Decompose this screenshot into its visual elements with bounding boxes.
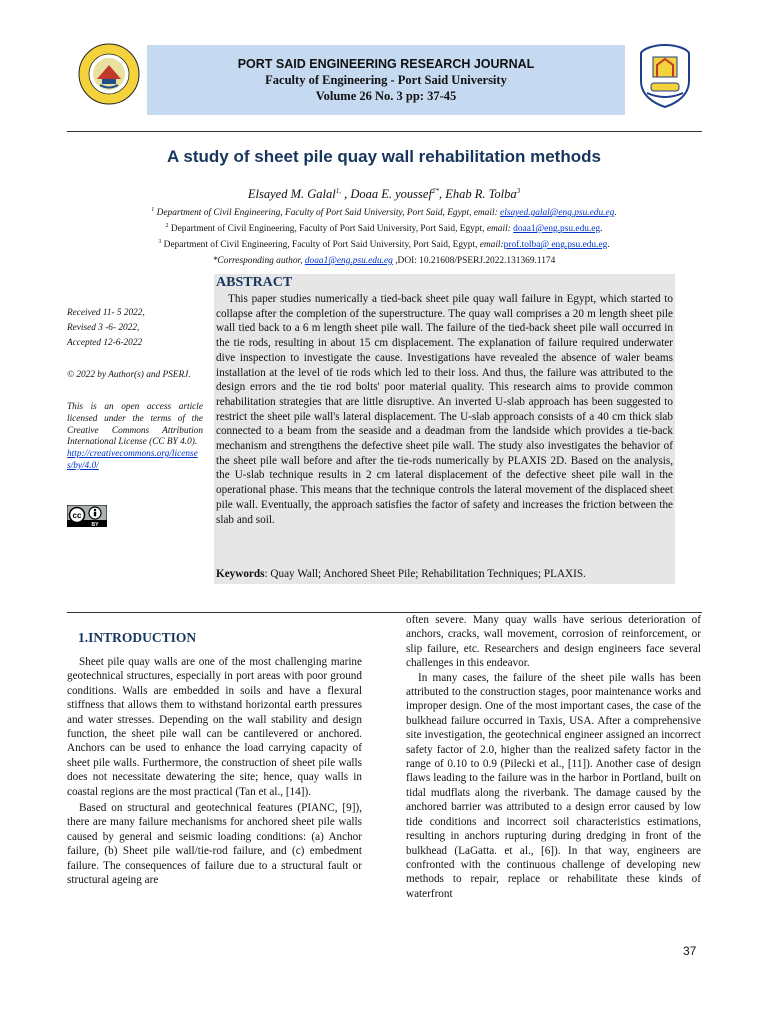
- right-column: [406, 613, 701, 901]
- introduction-heading: 1.INTRODUCTION: [78, 630, 197, 645]
- intro-paragraph-3: often severe. Many quay walls have serious deterioration of anchors, cracks, wall movement, corrosion of reinforcement, or slip failure, etc. Researchers and design engineers face several challenges in this endeavor.: [406, 614, 701, 670]
- author-list: [0, 187, 768, 202]
- keywords-line: [216, 568, 586, 580]
- article-dates: [67, 306, 203, 351]
- author-1-sup: 1,: [335, 187, 341, 195]
- journal-name: PORT SAID ENGINEERING RESEARCH JOURNAL: [237, 57, 535, 71]
- author-1: Elsayed M. Galal: [247, 187, 336, 202]
- intro-paragraph-2: Based on structural and geotechnical features (PIANC, [9]), there are many failure mechanisms for anchored sheet pile walls caused by general and seismic loading conditions: (a) Anchor failure, (b) Sheet pile wall/tie-rod failure, and (c) embedment failure. The consequences of failure due to a structural fault or structural ageing are: [67, 802, 362, 887]
- affiliation-2: $^2$ Department of Civil Engineering, Faculty of Port Said University, Port Said, Egypt, email: doaa1@eng.psu.edu.eg.: [165, 223, 603, 235]
- header-divider: [67, 131, 702, 132]
- keywords-values: : Quay Wall; Anchored Sheet Pile; Rehabilitation Techniques; PLAXIS.: [264, 568, 586, 580]
- paper-title: A study of sheet pile quay wall rehabilitation methods: [167, 147, 601, 166]
- received-date: Received 11- 5 2022,: [67, 308, 145, 318]
- keywords-label: Keywords: [216, 568, 265, 580]
- affiliation-3: $^3$ Department of Civil Engineering, Faculty of Port Said University, Port Said, Egypt, email:prof.tolba@ eng.psu.edu.eg.: [158, 239, 610, 251]
- affiliation-1-email-link[interactable]: elsayed.galal@eng.psu.edu.eg: [500, 208, 615, 219]
- abstract-heading: ABSTRACT: [216, 275, 293, 290]
- page-number: 37: [683, 944, 697, 958]
- author-2-sup: 2*: [431, 187, 439, 195]
- author-3-sup: 3: [516, 187, 521, 195]
- faculty-name: Faculty of Engineering - Port Said University: [265, 73, 507, 87]
- license-link[interactable]: http://creativecommons.org/licenses/by/4.0/: [67, 449, 198, 471]
- journal-header-banner: [147, 45, 625, 115]
- svg-text:BY: BY: [91, 522, 99, 527]
- abstract-text: This paper studies numerically a tied-back sheet pile quay wall failure in Egypt, which started to collapse after the completion of the superstructure. The quay wall comprises a 20 m length sheet pile wall tied back to a 6 m length sheet pile wall. The failure of the tied-back sheet pile wall occurred in the tie rods, resulting in about 15 cm displacement. The explanation of failure required underwater dive inspection to investigate the cause. Investigations have revealed the absence of waler beams installation at the level of tie rods which led to their loss. And thus, the failure was attributed to the design errors and the tie rod bolts' poor material quality. This research aims to provide common rehabilitation strategies that are little disruptive. An inverted U-slab approach has been suggested to restrict the sheet pile wall's lateral displacement. The U-slab approach consists of a 40 cm thick slab connected to a beam from the seaside and a deadman from the landside which provides a tie-back mechanism and strengthens the defective sheet pile wall. The study also investigates the behavior of the sheet pile wall before and after the tie-rods numerically by PLAXIS 2D. Based on the analysis, the U-slab technique results in 2 cm lateral displacement of the defective sheet pile wall in the operational phase. This means that the technique controls the lateral movement of the displaced sheet pile wall. Eventually, the approach satisfies the factor of safety and increases the friction between the slab and soil.: [216, 293, 673, 526]
- accepted-date: Accepted 12-6-2022: [67, 338, 143, 348]
- author-2: , Doaa E. youssef: [340, 187, 432, 202]
- intro-paragraph-4: In many cases, the failure of the sheet pile walls has been attributed to the construction stages, poor maintenance works and improper design. One of the most important cases, the case of the bulkhead failure occurred in Taxis, USA. After a comprehensive site investigation, the geotechnical engineer assigned an incorrect safety factor of 2.0, higher than the realized safety factor in the range of 0.10 to 0.9 (Pilecki et al., [11]). Another case of design flaws leading to the failure was in the harbor in Portland, built on tidal mudflats along the riverbank. The damage caused by the anchored barrier was attributed to a design error caused by low tide conditions and incorrect soil characteristics estimations, resulting in anchors rupturing during dredging in front of the bulkhead (LaGatta. et al., [6]). In that way, engineers are confronted with the continuous challenge of developing new methods to repair, replace or rehabilitate these kinds of waterfront: [406, 671, 701, 900]
- affiliation-2-email-link[interactable]: doaa1@eng.psu.edu.eg: [513, 224, 601, 235]
- doi-text: ,DOI: 10.21608/PSERJ.2022.131369.1174: [392, 256, 556, 266]
- university-seal-logo: [78, 43, 140, 105]
- corresponding-author: *Corresponding author, doaa1@eng.psu.edu.eg ,DOI: 10.21608/PSERJ.2022.131369.1174: [212, 256, 556, 266]
- volume-info: Volume 26 No. 3 pp: 37-45: [315, 89, 457, 103]
- cc-by-badge-icon: [67, 505, 107, 527]
- revised-date: Revised 3 -6- 2022,: [67, 323, 140, 333]
- intro-paragraph-1: Sheet pile quay walls are one of the most challenging marine geotechnical structures, especially in port areas with poor ground conditions. Walls are embedded in soils and have a flexural stiffness that allows them to withstand horizontal earth pressures and water stresses. Depending on the wall stability and design function, the sheet pile wall can be cantilevered or anchored. Anchors can be used to enhance the load carrying capacity of sheet pile walls. Furthermore, the construction of sheet pile walls does not necessitate dewatering the site; hence, quay walls in coastal regions are the most practical (Tan et al., [14]).: [67, 656, 362, 798]
- affiliation-3-email-link[interactable]: prof.tolba@ eng.psu.edu.eg: [503, 240, 608, 251]
- affiliation-1: $^1$ Department of Civil Engineering, Faculty of Port Said University, Port Said, Egypt, email: elsayed.galal@eng.psu.edu.eg.: [151, 207, 617, 219]
- author-3: , Ehab R. Tolba: [438, 187, 517, 202]
- corresponding-email-link[interactable]: doaa1@eng.psu.edu.eg: [304, 256, 393, 266]
- svg-text:cc: cc: [72, 511, 82, 520]
- license-notice: This is an open access article licensed under the terms of the Creative Commons Attribution International License (CC BY 4.0). http://creativecommons.org/licenses/by/4.0/: [67, 402, 203, 471]
- copyright-notice: © 2022 by Author(s) and PSERJ.: [67, 370, 191, 380]
- left-column: [67, 655, 362, 888]
- faculty-crest-logo: [637, 43, 693, 109]
